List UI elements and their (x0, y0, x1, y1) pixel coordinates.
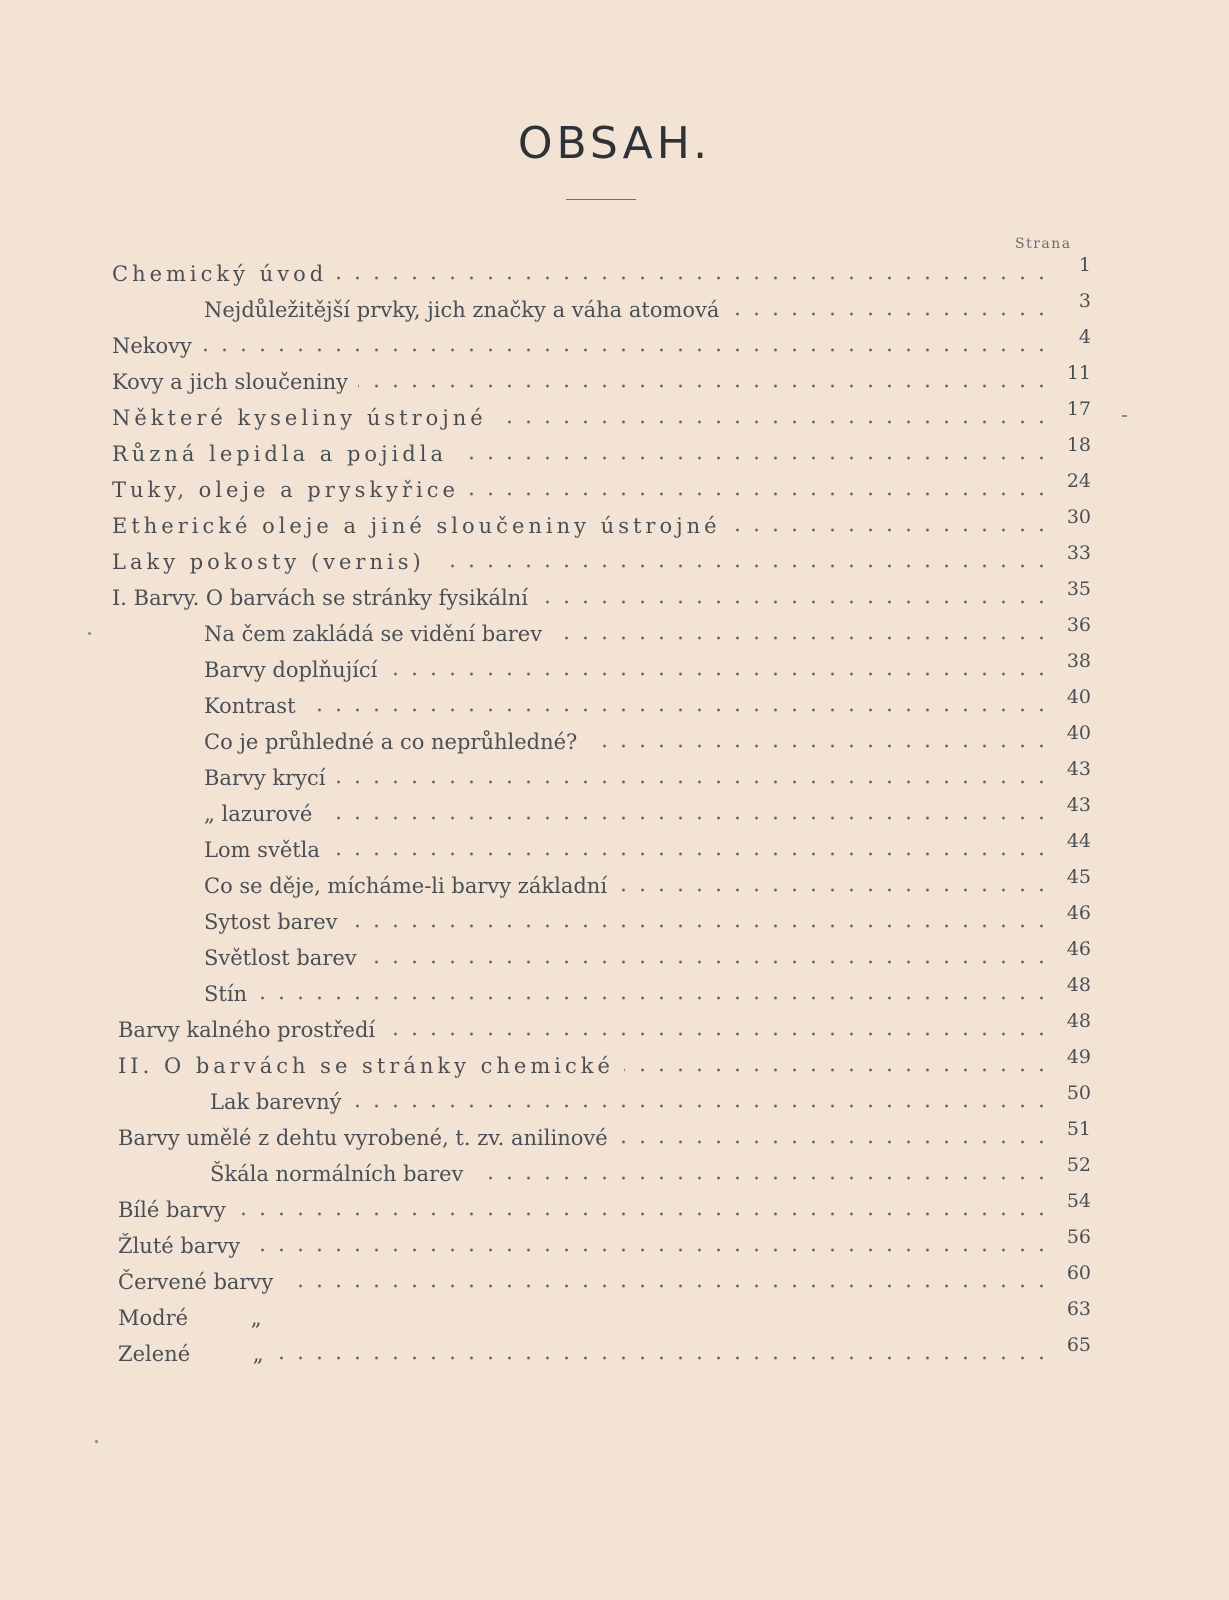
leader-dots (587, 744, 1051, 748)
toc-entry-page: 18 (1066, 434, 1091, 456)
toc-entry[interactable] (0, 544, 1229, 576)
toc-entry-page: 46 (1066, 938, 1091, 960)
toc-entry-page: 63 (1066, 1298, 1091, 1320)
toc-entry[interactable] (0, 1156, 1229, 1188)
toc-entry[interactable] (0, 580, 1229, 612)
leader-dots (322, 816, 1051, 820)
paper-mark (1122, 415, 1127, 417)
toc-entry[interactable] (0, 616, 1229, 648)
leader-dots (497, 420, 1051, 424)
leader-dots (367, 960, 1051, 964)
toc-entry-page: 40 (1066, 722, 1091, 744)
toc-entry-label: Barvy umělé z dehtu vyrobené, t. zv. anilinové (118, 1126, 612, 1150)
leader-dots (306, 708, 1051, 712)
toc-entry[interactable] (0, 364, 1229, 396)
toc-entry-page: 60 (1066, 1262, 1091, 1284)
leader-dots (385, 1032, 1051, 1036)
toc-entry-label: Na čem zakládá se vidění barev (204, 622, 546, 646)
toc-entry-page: 36 (1066, 614, 1091, 636)
leader-dots (250, 1248, 1051, 1252)
leader-dots (617, 888, 1051, 892)
leader-dots (731, 528, 1051, 532)
toc-entry[interactable] (0, 1120, 1229, 1152)
toc-entry-label: Modré „ (118, 1306, 266, 1330)
toc-entry-label: Co se děje, mícháme-li barvy základní (204, 874, 611, 898)
page-title: OBSAH. (517, 118, 712, 169)
toc-entry-page: 43 (1066, 758, 1091, 780)
toc-entry-page: 43 (1066, 794, 1091, 816)
leader-dots (202, 348, 1051, 352)
toc-entry-page: 38 (1066, 650, 1091, 672)
toc-entry[interactable] (0, 256, 1229, 288)
toc-entry-page: 65 (1066, 1334, 1091, 1356)
leader-dots (473, 1176, 1051, 1180)
leader-dots (330, 852, 1051, 856)
toc-entry[interactable] (0, 868, 1229, 900)
leader-dots (618, 1140, 1051, 1144)
leader-dots (236, 1212, 1051, 1216)
leader-dots (274, 1356, 1051, 1360)
toc-entry-page: 33 (1066, 542, 1091, 564)
leader-dots (387, 672, 1051, 676)
toc-entry-label: Nejdůležitější prvky, jich značky a váha atomová (204, 298, 723, 322)
toc-entry-page: 54 (1066, 1190, 1091, 1212)
toc-entry-label: Co je průhledné a co neprůhledné? (204, 730, 581, 754)
toc-entry[interactable] (0, 1228, 1229, 1260)
toc-entry-label: Lom světla (204, 838, 324, 862)
toc-entry[interactable] (0, 400, 1229, 432)
toc-entry-label: Kontrast (204, 694, 300, 718)
toc-entry[interactable] (0, 1048, 1229, 1080)
toc-entry-page: 49 (1066, 1046, 1091, 1068)
page-column-header: Strana (1015, 236, 1072, 252)
toc-entry[interactable] (0, 1264, 1229, 1296)
leader-dots (352, 1104, 1051, 1108)
toc-entry-page: 51 (1066, 1118, 1091, 1140)
toc-entry[interactable] (0, 688, 1229, 720)
toc-entry-label: Světlost barev (204, 946, 361, 970)
leader-dots (469, 492, 1051, 496)
title-divider (566, 199, 636, 200)
leader-dots (348, 924, 1051, 928)
leader-dots (729, 312, 1051, 316)
toc-entry-page: 44 (1066, 830, 1091, 852)
toc-entry-label: Lak barevný (210, 1090, 346, 1114)
toc-entry[interactable] (0, 1336, 1229, 1368)
toc-entry-label: Stín (204, 982, 251, 1006)
toc-entry-label: I. Barvy. O barvách se stránky fysikální (112, 586, 532, 610)
toc-entry[interactable] (0, 1192, 1229, 1224)
toc-entry-label: II. O barvách se stránky chemické (118, 1054, 618, 1078)
toc-entry-label: Zelené „ (118, 1342, 268, 1366)
toc-entry-page: 17 (1066, 398, 1091, 420)
toc-entry[interactable] (0, 1012, 1229, 1044)
leader-dots (538, 600, 1051, 604)
toc-entry-label: Sytost barev (204, 910, 342, 934)
toc-entry[interactable] (0, 1084, 1229, 1116)
toc-entry-label: Různá lepidla a pojidla (112, 442, 451, 466)
toc-entry-page: 48 (1066, 974, 1091, 996)
paper-speck (95, 1440, 98, 1443)
leader-dots (435, 564, 1051, 568)
toc-entry-page: 24 (1066, 470, 1091, 492)
toc-entry-label: Červené barvy (118, 1270, 277, 1294)
toc-entry-label: Laky pokosty (vernis) (112, 550, 429, 574)
toc-entry-page: 40 (1066, 686, 1091, 708)
leader-dots (257, 996, 1051, 1000)
toc-entry[interactable] (0, 328, 1229, 360)
toc-entry-label: Etherické oleje a jiné sloučeniny ústrojné (112, 514, 725, 538)
toc-entry[interactable] (0, 724, 1229, 756)
toc-entry[interactable] (0, 292, 1229, 324)
toc-entry-label: Tuky, oleje a pryskyřice (112, 478, 463, 502)
toc-entry[interactable] (0, 832, 1229, 864)
toc-entry-label: Kovy a jich sloučeniny (112, 370, 352, 394)
toc-entry-page: 35 (1066, 578, 1091, 600)
toc-entry-label: Škála normálních barev (210, 1162, 467, 1186)
toc-entry-label: Barvy kalného prostředí (118, 1018, 379, 1042)
toc-entry-page: 56 (1066, 1226, 1091, 1248)
toc-entry-page: 3 (1078, 290, 1091, 312)
toc-entry-label: „ lazurové (204, 802, 316, 826)
toc-entry-page: 48 (1066, 1010, 1091, 1032)
toc-entry-page: 11 (1066, 362, 1091, 384)
toc-entry-page: 46 (1066, 902, 1091, 924)
toc-entry-page: 50 (1066, 1082, 1091, 1104)
toc-entry[interactable] (0, 904, 1229, 936)
toc-entry[interactable] (0, 472, 1229, 504)
leader-dots (624, 1068, 1051, 1072)
toc-entry-page: 1 (1078, 254, 1091, 276)
toc-entry[interactable] (0, 760, 1229, 792)
toc-entry-label: Některé kyseliny ústrojné (112, 406, 491, 430)
toc-entry-label: Nekovy (112, 334, 196, 358)
leader-dots (337, 276, 1051, 280)
toc-entry[interactable] (0, 1300, 1229, 1332)
toc-entry[interactable] (0, 796, 1229, 828)
toc-entry-label: Bílé barvy (118, 1198, 230, 1222)
toc-entry-page: 30 (1066, 506, 1091, 528)
toc-entry-page: 45 (1066, 866, 1091, 888)
leader-dots (358, 384, 1051, 388)
toc-entry-page: 52 (1066, 1154, 1091, 1176)
leader-dots (283, 1284, 1051, 1288)
toc-entry[interactable] (0, 940, 1229, 972)
leader-dots (552, 636, 1051, 640)
toc-entry-label: Žluté barvy (118, 1234, 244, 1258)
leader-dots (457, 456, 1051, 460)
toc-entry-page: 4 (1078, 326, 1091, 348)
toc-entry-label: Barvy doplňující (204, 658, 381, 682)
toc-entry[interactable] (0, 652, 1229, 684)
toc-entry-label: Barvy krycí (204, 766, 330, 790)
toc-entry[interactable] (0, 508, 1229, 540)
leader-dots (336, 780, 1051, 784)
toc-entry-label: Chemický úvod (112, 262, 331, 286)
paper-speck (88, 632, 91, 635)
toc-entry[interactable] (0, 976, 1229, 1008)
toc-entry[interactable] (0, 436, 1229, 468)
